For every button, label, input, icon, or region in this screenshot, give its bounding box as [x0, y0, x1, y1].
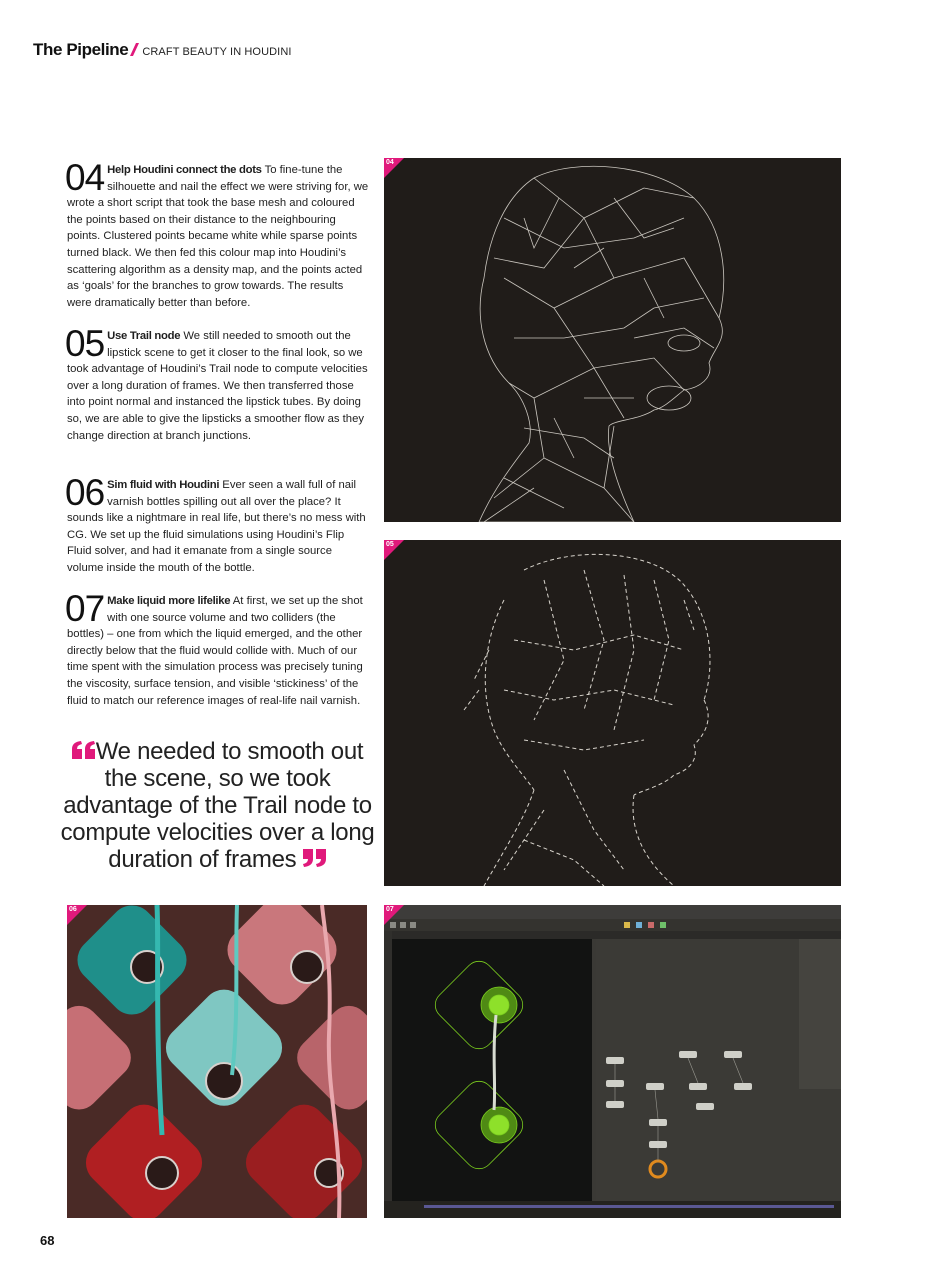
step-06	[65, 472, 369, 577]
image-07-houdini-ui	[384, 905, 841, 1218]
step-title: Use Trail node	[107, 330, 181, 342]
step-title: Help Houdini connect the dots	[107, 164, 262, 176]
pull-quote-text: We needed to smooth out the scene, so we took advantage of the Trail node to compute velocities over a long duration of frames	[60, 738, 375, 873]
step-number: 04	[65, 157, 105, 198]
step-body: To fine-tune the silhouette and nail the effect we were striving for, we wrote a short script that took the base mesh and coloured the points based on their distance to the neighbouring points. Clustered points became white while sparse points turned black. We then fed this colour map into Houdini’s scattering algorithm as a density map, and the points acted as ‘goals’ for the branches to grow towards. The results were dramatically better than before.	[67, 164, 369, 309]
step-number: 06	[65, 472, 105, 513]
image-tag-label: 07	[386, 906, 394, 913]
step-number: 05	[65, 323, 105, 364]
magazine-section-brand: The Pipeline	[33, 40, 129, 59]
step-body: We still needed to smooth out the lipstick scene to get it closer to the final look, so we took advantage of Houdini’s Trail node to compute velocities over a long duration of frames. We then transferred those into point normal and instanced the lipstick tubes. By doing so, we are able to give the lipsticks a smoother flow as they change direction at branch junctions.	[67, 330, 368, 442]
image-tag-label: 05	[386, 541, 394, 548]
slash-divider-icon	[130, 43, 139, 56]
wireframe-head-render	[384, 158, 841, 522]
image-tag-label: 04	[386, 159, 394, 166]
pull-quote	[60, 738, 375, 873]
step-07	[65, 588, 369, 709]
article-title: CRAFT BEAUTY IN HOUDINI	[142, 46, 292, 58]
close-quote-icon	[303, 849, 327, 867]
step-number: 07	[65, 588, 105, 629]
page-number: 68	[40, 1233, 55, 1248]
step-04	[65, 157, 369, 311]
image-tag-label: 06	[69, 906, 77, 913]
step-05	[65, 323, 369, 444]
image-05-trail-head	[384, 540, 841, 886]
step-body: At first, we set up the shot with one source volume and two colliders (the bottles) – one from which the liquid emerged, and the other directly below that the fluid would collide with. Much of our time spent with the simulation process was precisely tuning the viscosity, surface tension, and visible ‘stickiness’ of the fluid to match our reference images of real-life nail varnish.	[67, 595, 363, 707]
step-title: Sim fluid with Houdini	[107, 479, 220, 491]
step-title: Make liquid more lifelike	[107, 595, 231, 607]
nail-varnish-render	[67, 905, 367, 1218]
step-body: Ever seen a wall full of nail varnish bottles spilling out all over the place? It sounds like a nightmare in real life, but there’s no mess with CG. We set up the fluid simulations using Houdini’s Flip Fluid solver, and had it emanate from a single source volume inside the mouth of the bottle.	[67, 479, 366, 574]
running-header	[33, 40, 292, 60]
trail-head-render	[384, 540, 841, 886]
image-06-nail-varnish	[67, 905, 367, 1218]
houdini-interface-render	[384, 905, 841, 1218]
image-04-wireframe-head	[384, 158, 841, 522]
open-quote-icon	[72, 741, 96, 759]
